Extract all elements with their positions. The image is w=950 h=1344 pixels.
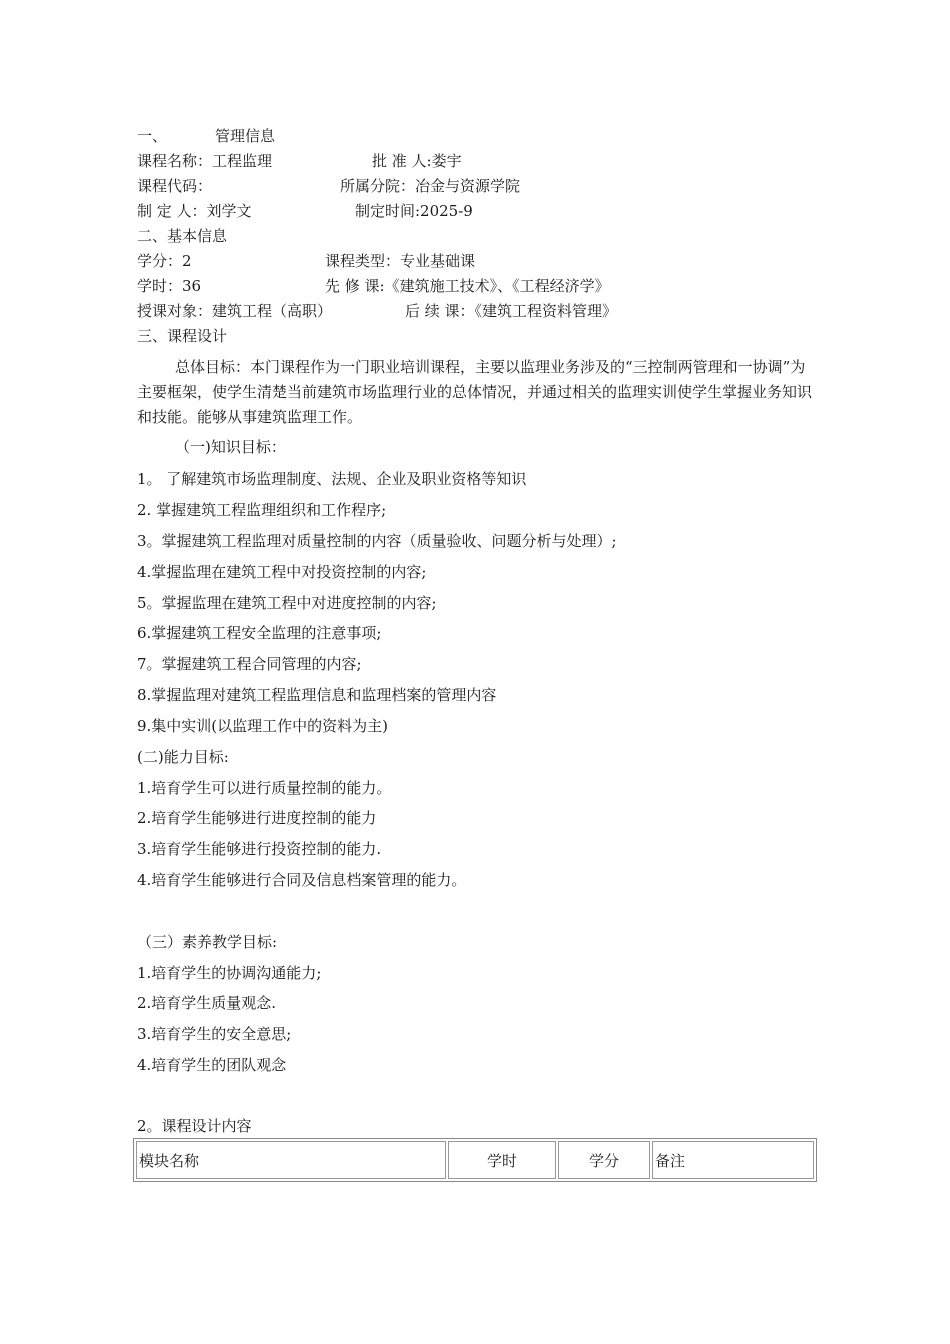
column-header-module-name: 模块名称 bbox=[136, 1141, 446, 1179]
column-header-notes: 备注 bbox=[652, 1141, 814, 1179]
date: 制定时间:2025-9 bbox=[355, 202, 473, 220]
knowledge-item: 8.掌握监理对建筑工程监理信息和监理档案的管理内容 bbox=[137, 686, 497, 704]
column-header-hours: 学时 bbox=[448, 1141, 556, 1179]
literacy-item: 3.培育学生的安全意思; bbox=[137, 1025, 292, 1043]
hours: 学时：36 bbox=[137, 277, 202, 295]
course-code: 课程代码： bbox=[137, 177, 213, 195]
course-type: 课程类型：专业基础课 bbox=[325, 252, 476, 270]
knowledge-item: 2. 掌握建筑工程监理组织和工作程序; bbox=[137, 501, 387, 519]
knowledge-heading: （一)知识目标： bbox=[175, 438, 286, 456]
section1-heading-text: 管理信息 bbox=[215, 127, 276, 145]
overall-goal: 总体目标：本门课程作为一门职业培训课程，主要以监理业务涉及的“三控制两管理和一协调”为主要框架，使学生清楚当前建筑市场监理行业的总体情况，并通过相关的监理实训使学生掌握业务知识和技能。能够从事建筑监理工作。 bbox=[137, 358, 813, 426]
author: 制 定 人：刘学文 bbox=[137, 202, 252, 220]
audience: 授课对象：建筑工程（高职） bbox=[137, 302, 333, 320]
knowledge-item: 5。掌握监理在建筑工程中对进度控制的内容; bbox=[137, 594, 437, 612]
followup: 后 续 课：《建筑工程资料管理》 bbox=[405, 302, 618, 320]
prerequisite: 先 修 课:《建筑施工技术》、《工程经济学》 bbox=[325, 277, 610, 295]
literacy-item: 1.培育学生的协调沟通能力; bbox=[137, 964, 322, 982]
approver: 批 准 人:娄宇 bbox=[372, 152, 462, 170]
knowledge-item: 1。 了解建筑市场监理制度、法规、企业及职业资格等知识 bbox=[137, 470, 527, 488]
section1-heading-num: 一、 bbox=[137, 127, 168, 145]
knowledge-item: 4.掌握监理在建筑工程中对投资控制的内容; bbox=[137, 563, 427, 581]
module-table bbox=[133, 1138, 817, 1182]
ability-item: 4.培育学生能够进行合同及信息档案管理的能力。 bbox=[137, 871, 467, 889]
section3-heading: 三、课程设计 bbox=[137, 327, 228, 345]
ability-heading: (二)能力目标: bbox=[137, 748, 229, 766]
department: 所属分院：冶金与资源学院 bbox=[340, 177, 521, 195]
ability-item: 2.培育学生能够进行进度控制的能力 bbox=[137, 809, 377, 827]
column-header-credits: 学分 bbox=[558, 1141, 650, 1179]
literacy-heading: （三）素养教学目标: bbox=[137, 933, 278, 951]
literacy-item: 4.培育学生的团队观念 bbox=[137, 1056, 287, 1074]
knowledge-item: 3。掌握建筑工程监理对质量控制的内容（质量验收、问题分析与处理）; bbox=[137, 532, 617, 550]
ability-item: 3.培育学生能够进行投资控制的能力. bbox=[137, 840, 382, 858]
literacy-item: 2.培育学生质量观念. bbox=[137, 994, 277, 1012]
course-name: 课程名称：工程监理 bbox=[137, 152, 273, 170]
design-content-heading: 2。课程设计内容 bbox=[137, 1117, 252, 1135]
table-header-row bbox=[136, 1141, 814, 1179]
knowledge-item: 9.集中实训(以监理工作中的资料为主) bbox=[137, 717, 389, 735]
credits: 学分：2 bbox=[137, 252, 192, 270]
section1-heading bbox=[137, 126, 275, 146]
knowledge-item: 6.掌握建筑工程安全监理的注意事项; bbox=[137, 624, 382, 642]
ability-item: 1.培育学生可以进行质量控制的能力。 bbox=[137, 779, 392, 797]
knowledge-item: 7。掌握建筑工程合同管理的内容; bbox=[137, 655, 362, 673]
section2-heading: 二、基本信息 bbox=[137, 227, 228, 245]
